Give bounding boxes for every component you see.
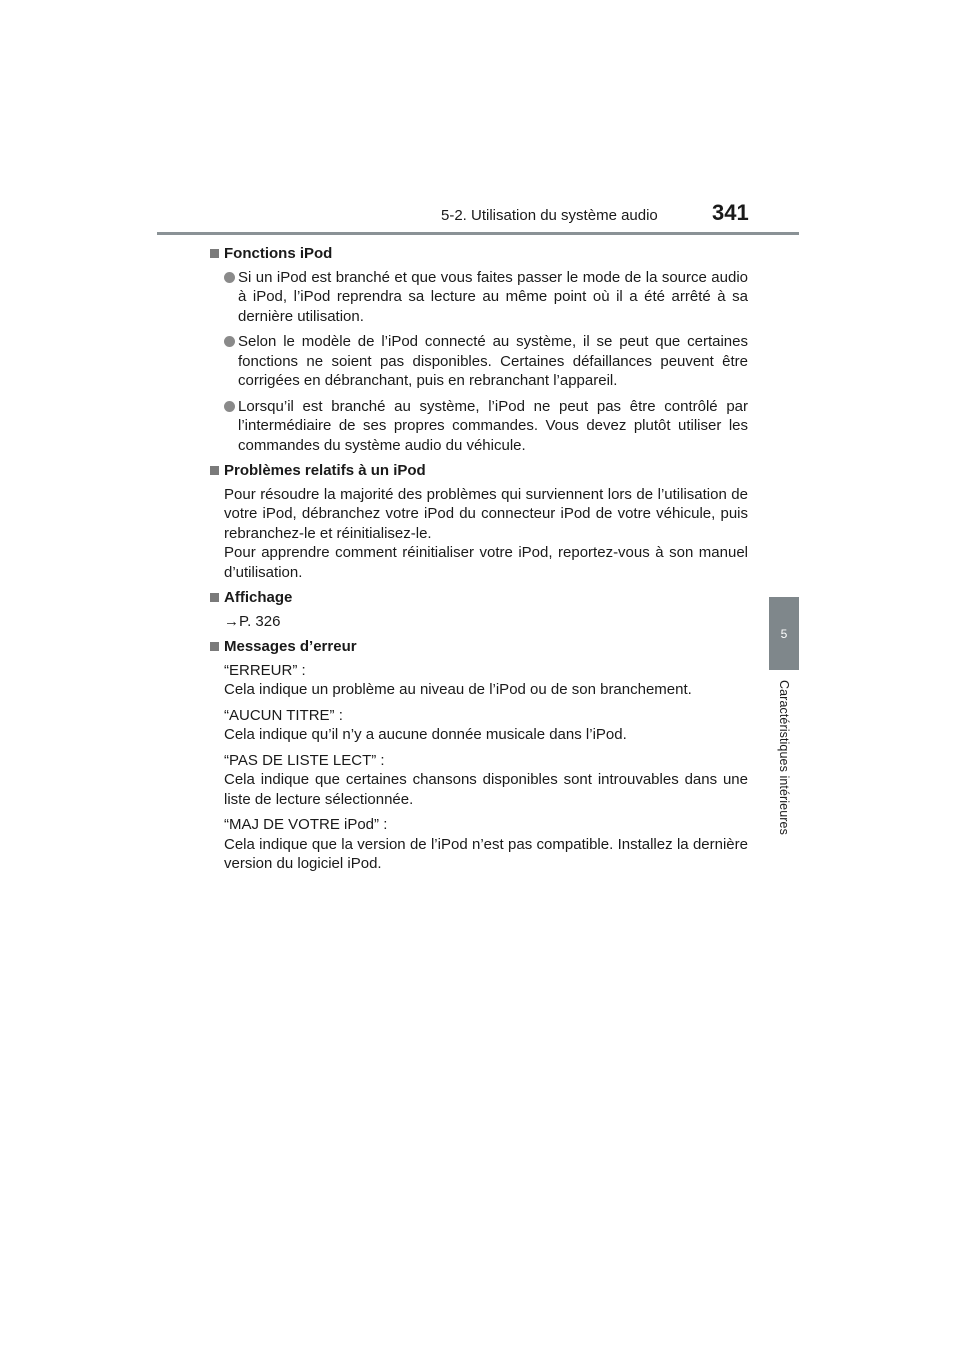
chapter-label: Caractéristiques intérieures [777, 680, 791, 835]
header-section-title: 5-2. Utilisation du système audio [441, 207, 658, 224]
square-bullet-icon [210, 249, 219, 258]
chapter-number: 5 [780, 626, 788, 641]
square-bullet-icon [210, 642, 219, 651]
page-reference: →P. 326 [224, 612, 281, 630]
error-description: Cela indique un problème au niveau de l’iPod ou de son branchement. [224, 681, 692, 698]
paragraph: Pour résoudre la majorité des problèmes qui surviennent lors de l’utilisation de votre iPod, débranchez votre iPod du connecteur iPod de votre véhicule, puis rebranchez-le et réinitialisez-le. [224, 485, 748, 542]
page-number: 341 [712, 200, 749, 225]
section-title-ipod-functions: Fonctions iPod [210, 244, 748, 264]
square-bullet-icon [210, 466, 219, 475]
list-item: Si un iPod est branché et que vous faites passer le mode de la source audio à iPod, l’iPod reprendra sa lecture au même point où il a été arrêté à sa dernière utilisation. [210, 268, 748, 327]
circle-bullet-icon [224, 336, 235, 347]
square-bullet-icon [210, 593, 219, 602]
circle-bullet-icon [224, 401, 235, 412]
page-content [210, 244, 748, 880]
error-code: “ERREUR” : [224, 661, 306, 679]
error-code: “MAJ DE VOTRE iPod” : [224, 816, 388, 833]
paragraph: Pour apprendre comment réinitialiser votre iPod, reportez-vous à son manuel d’utilisation. [224, 544, 748, 581]
list-item: Lorsqu’il est branché au système, l’iPod ne peut pas être contrôlé par l’intermédiaire de ses propres commandes. Vous devez plutôt utiliser les commandes du système audio du véhicule. [210, 397, 748, 456]
section-title-display: Affichage [210, 588, 748, 608]
error-description: Cela indique que la version de l’iPod n’est pas compatible. Installez la dernière version du logiciel iPod. [224, 835, 748, 872]
section-title-errors: Messages d’erreur [210, 637, 748, 657]
error-code: “AUCUN TITRE” : [224, 706, 343, 724]
circle-bullet-icon [224, 272, 235, 283]
error-code: “PAS DE LISTE LECT” : [224, 751, 385, 769]
error-description: Cela indique qu’il n’y a aucune donnée musicale dans l’iPod. [224, 726, 627, 743]
section-title-ipod-problems: Problèmes relatifs à un iPod [210, 461, 748, 481]
error-description: Cela indique que certaines chansons disponibles sont introuvables dans une liste de lecture sélectionnée. [224, 771, 748, 808]
header-divider [157, 232, 799, 235]
chapter-tab [769, 597, 799, 670]
list-item: Selon le modèle de l’iPod connecté au système, il se peut que certaines fonctions ne soient pas disponibles. Certaines défaillances peuvent être corrigées en débranchant, puis en rebranchant l’appareil. [210, 332, 748, 391]
